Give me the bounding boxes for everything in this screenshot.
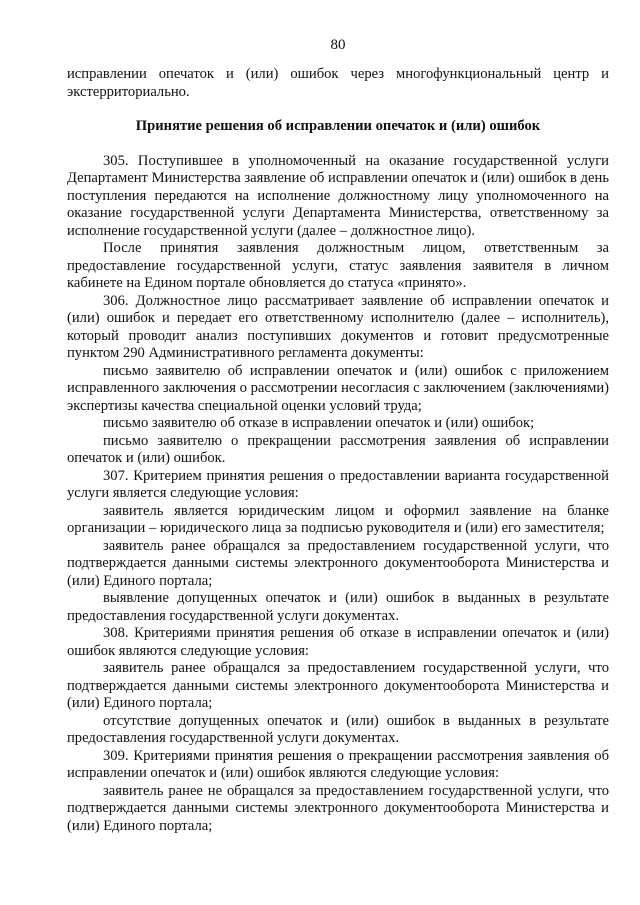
intro-paragraph: исправлении опечаток и (или) ошибок через многофункциональный центр и экстерриториально. xyxy=(67,66,609,100)
list-item-refusal-no-errors: отсутствие допущенных опечаток и (или) ошибок в выданных в результате предоставления государственной услуги документах. xyxy=(67,712,609,746)
paragraph-306: 306. Должностное лицо рассматривает заявление об исправлении опечаток и (или) ошибок и передает его ответственному исполнителю (далее – исполнитель), который проводит анализ поступивших документов и готовит предусмотренные пунктом 290 Административного регламента документы: xyxy=(67,292,609,361)
paragraph-status: После принятия заявления должностным лицом, ответственным за предоставление государственной услуги, статус заявления заявителя в личном кабинете на Едином портале обновляется до статуса «принято». xyxy=(67,240,609,291)
paragraph-308: 308. Критериями принятия решения об отказе в исправлении опечаток и (или) ошибок являются следующие условия: xyxy=(67,625,609,659)
list-item-letter-refusal: письмо заявителю об отказе в исправлении опечаток и (или) ошибок; xyxy=(103,415,535,431)
document-body xyxy=(67,66,609,835)
page-number: 80 xyxy=(330,37,346,53)
list-item-letter-corrected: письмо заявителю об исправлении опечаток и (или) ошибок с приложением исправленного заключения о рассмотрении несогласия с заключением (заключениями) экспертизы качества специальной оценки условий труда; xyxy=(67,362,609,414)
paragraph-307: 307. Критерием принятия решения о предоставлении варианта государственной услуги является следующие условия: xyxy=(67,467,609,501)
list-item-refusal-prior-request: заявитель ранее обращался за предоставлением государственной услуги, что подтверждается данными системы электронного документооборота Министерства и (или) Единого портала; xyxy=(67,660,609,711)
paragraph-309: 309. Критериями принятия решения о прекращении рассмотрения заявления об исправлении опечаток и (или) ошибок являются следующие условия: xyxy=(67,747,609,781)
list-item-condition-legal-entity: заявитель является юридическим лицом и оформил заявление на бланке организации – юридического лица за подписью руководителя и (или) его заместителя; xyxy=(67,502,609,536)
paragraph-305: 305. Поступившее в уполномоченный на оказание государственной услуги Департамент Министерства заявление об исправлении опечаток и (или) ошибок в день поступления передаются на исполнение должностному лицу уполномоченного на оказание государственной услуги Департамента Министерства, ответственному за исполнение государственной услуги (далее – должностное лицо). xyxy=(67,152,609,239)
list-item-condition-prior-request: заявитель ранее обращался за предоставлением государственной услуги, что подтверждается данными системы электронного документооборота Министерства и (или) Единого портала; xyxy=(67,537,609,589)
list-item-letter-termination: письмо заявителю о прекращении рассмотрения заявления об исправлении опечаток и (или) ошибок. xyxy=(67,432,609,466)
list-item-termination-no-prior-request: заявитель ранее не обращался за предоставлением государственной услуги, что подтверждается данными системы электронного документооборота Министерства и (или) Единого портала; xyxy=(67,782,609,834)
section-heading: Принятие решения об исправлении опечаток и (или) ошибок xyxy=(135,118,541,134)
list-item-condition-errors-found: выявление допущенных опечаток и (или) ошибок в выданных в результате предоставления государственной услуги документах. xyxy=(67,590,609,624)
